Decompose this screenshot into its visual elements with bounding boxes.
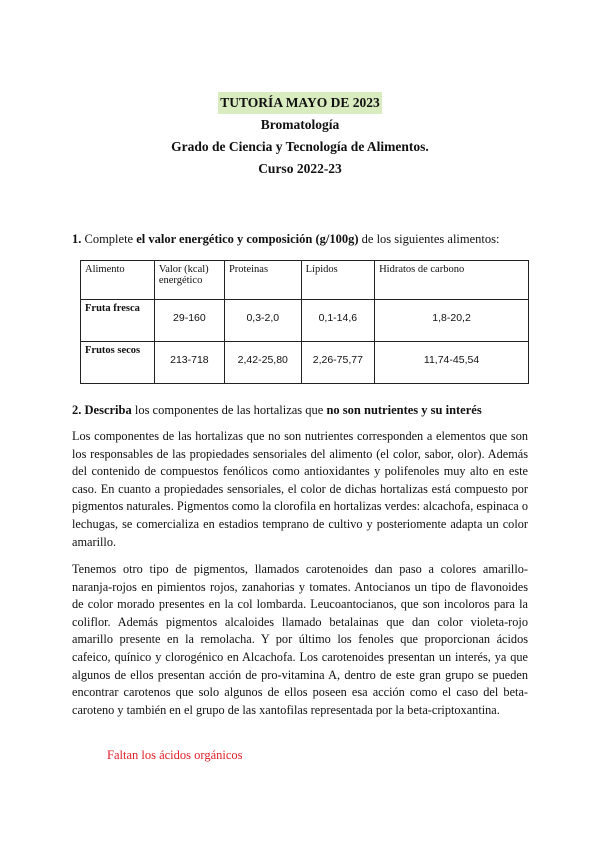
title-line: [0, 92, 600, 114]
question-1-bold: el valor energético y composición (g/100g): [136, 232, 359, 246]
cell-food: Fruta fresca: [81, 300, 155, 342]
table-row: [81, 300, 529, 342]
header-energy: Valor (kcal) energético: [154, 261, 224, 300]
header-protein: Proteinas: [224, 261, 301, 300]
cell-energy: 29-160: [154, 300, 224, 342]
degree: Grado de Ciencia y Tecnología de Alimentos.: [171, 139, 429, 154]
document-header: [0, 92, 600, 180]
answer-paragraph-1: Los componentes de las hortalizas que no son nutrientes corresponden a elementos que son los responsables de las propiedades sensoriales del alimento (el color, sabor, olor). Además del contenido de compuestos fenólicos como antioxidantes y polifenoles muy alto en este caso. En cuanto a propiedades sensoriales, el color de dichas hortalizas está compuesto por pigmentos naturales. Pigmentos como la clorofila en hortalizas verdes: alcachofa, espinaca o lechugas, se comercializa en estadios temprano de cultivo y posteriomente adapta un color amarillo.: [72, 429, 528, 549]
question-2-bold2: no son nutrientes y su interés: [326, 403, 482, 417]
table-row: [81, 342, 529, 384]
header-carbs: Hidratos de carbono: [375, 261, 529, 300]
course: Curso 2022-23: [258, 161, 342, 176]
correction-note: Faltan los ácidos orgánicos: [107, 748, 243, 762]
cell-lipids: 2,26-75,77: [301, 342, 374, 384]
cell-carbs: 1,8-20,2: [375, 300, 529, 342]
subject: Bromatología: [260, 117, 340, 132]
question-2: [72, 403, 482, 418]
cell-protein: 0,3-2,0: [224, 300, 301, 342]
question-2-middle: los componentes de las hortalizas que: [131, 403, 327, 417]
question-1-number: 1.: [72, 232, 82, 246]
header-food: Alimento: [81, 261, 155, 300]
answer-paragraph-2: Tenemos otro tipo de pigmentos, llamados carotenoides dan paso a colores amarillo-naranja-rojos en pimientos rojos, zanahorias y tomates. Antocianos un tipo de flavonoides de color morado presentes en la col lombarda. Leucoantocianos, que son incoloros para la coliflor. Además pigmentos alcaloides llamado betalainas que dan color violeta-rojo amarillo presente en la remolacha. Y por último los fenoles que proporcionan ácidos cafeico, quínico y clorogénico en Alcachofa. Los carotenoides presentan un interés, ya que algunos de ellos presentan acción de pro-vitamina A, dentro de este gran grupo se pueden encontrar carotenos que solo algunos de ellos poseen esa acción como el caso del beta-caroteno y también en el grupo de las xantofilas representada por la beta-criptoxantina.: [72, 562, 528, 717]
title: TUTORÍA MAYO DE 2023: [218, 92, 381, 114]
question-1: [72, 232, 500, 247]
nutrition-table: [80, 260, 529, 384]
header-lipids: Lípidos: [301, 261, 374, 300]
question-1-suffix: de los siguientes alimentos:: [358, 232, 500, 246]
question-2-bold1: Describa: [81, 403, 132, 417]
cell-energy: 213-718: [154, 342, 224, 384]
table-header-row: [81, 261, 529, 300]
cell-lipids: 0,1-14,6: [301, 300, 374, 342]
cell-food: Frutos secos: [81, 342, 155, 384]
question-1-prefix: Complete: [81, 232, 137, 246]
question-2-number: 2.: [72, 403, 82, 417]
cell-protein: 2,42-25,80: [224, 342, 301, 384]
cell-carbs: 11,74-45,54: [375, 342, 529, 384]
